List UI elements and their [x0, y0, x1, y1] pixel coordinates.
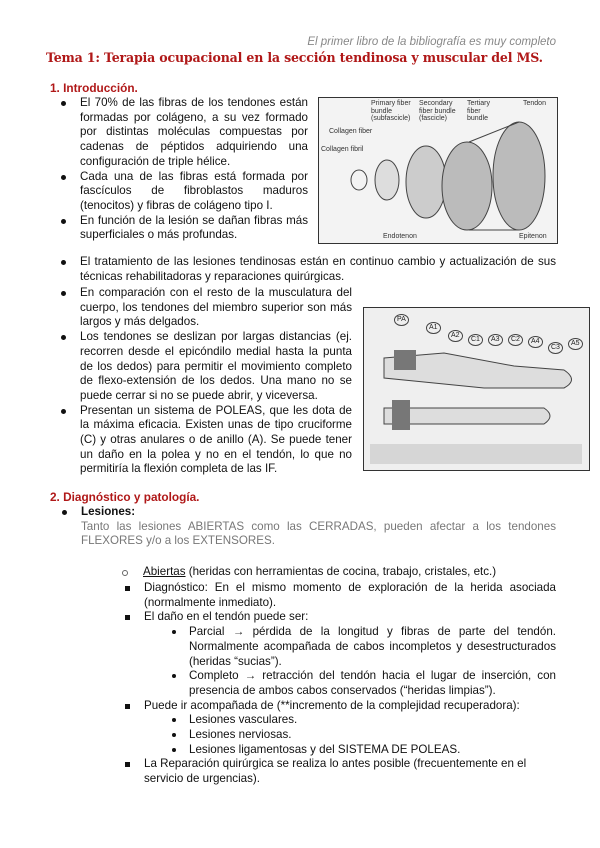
page-header: El primer libro de la bibliografía es muy completo: [307, 36, 556, 48]
list-item: En comparación con el resto de la musculatura del cuerpo, los tendones del miembro superior son más largos y más delgados.: [80, 286, 352, 329]
abiertas-text: (heridas con herramientas de cocina, trabajo, cristales, etc.): [185, 565, 497, 578]
abiertas-label: Abiertas: [143, 565, 186, 578]
list-item: Presentan un sistema de POLEAS, que les dota de la máxima eficacia. Existen unas de tipo cruciforme (C) y otras anulares o de anillo (A). Se puede tener un daño en la polea y no en el tendón, lo que no permitiría la flexión completa de las IF.: [80, 403, 352, 476]
list-item: Cada una de las fibras está formada por fascículos de fibroblastos maduros (tenocitos) y fibras de colágeno tipo I.: [80, 169, 308, 212]
pulley-label: A2: [448, 330, 463, 342]
list-item: Los tendones se deslizan por largas distancias (ej. recorren desde el epicóndilo medial hasta la punta de los dedos) para permitir el movimiento completo de flexo-extensión de los dedos. Una mano no se puede cerrar si no se puede abrir, y viceversa.: [80, 330, 352, 402]
asociadas-sublist: [189, 713, 556, 757]
figure-label: Collagen fiber: [329, 128, 373, 135]
list-item-abiertas: [143, 565, 556, 580]
figure-label: Epitenon: [519, 233, 553, 241]
pulley-label: A5: [568, 338, 583, 350]
list-item: Diagnóstico: En el mismo momento de exploración de la herida asociada (normalmente inmediato).: [144, 581, 556, 609]
intro-list-b: [80, 286, 352, 477]
figure-label: Tendon: [523, 100, 553, 108]
list-item: [144, 699, 556, 758]
dano-sublist: [189, 625, 556, 699]
section-heading-intro: 1. Introducción.: [50, 81, 138, 95]
pulley-label: C2: [508, 334, 523, 346]
pulley-system-figure: [363, 307, 590, 471]
pulley-label: C3: [548, 342, 563, 354]
pulley-system-drawing: [364, 308, 589, 470]
list-item: Lesiones nerviosas.: [189, 728, 556, 743]
list-item: Parcial → pérdida de la longitud y fibras de parte del tendón. Normalmente acompañada de cabos incompletos y desestructurados (heridas “sucias”).: [189, 625, 556, 668]
list-item: Completo → retracción del tendón hacia el lugar de inserción, con presencia de ambos cabos conservados (“heridas limpias”).: [189, 669, 556, 697]
abiertas-list: [143, 565, 556, 580]
list-item: [144, 610, 556, 698]
intro-list-a: [80, 96, 308, 243]
page-title: Tema 1: Terapia ocupacional en la sección tendinosa y muscular del MS.: [46, 50, 543, 65]
figure-label: Collagen fibril: [321, 146, 364, 153]
diagnosis-list: [81, 505, 556, 549]
list-item: El 70% de las fibras de los tendones están formadas por colágeno, a su vez formado por distintas moléculas compuestas por cadenas de péptidos adquiriendo una configuración de triple hélice.: [80, 96, 308, 168]
intro-list-full: [80, 255, 556, 284]
pulley-label: A4: [528, 336, 543, 348]
pulley-label: A1: [426, 322, 441, 334]
tendon-structure-figure: [318, 97, 558, 244]
pulley-label: C1: [468, 334, 483, 346]
figure-label: Primary fiber bundle (subfascicle): [371, 100, 413, 123]
pulley-label: PA: [394, 314, 409, 326]
acompanada-text: Puede ir acompañada de (**incremento de la complejidad recuperadora):: [144, 698, 520, 712]
dano-text: El daño en el tendón puede ser:: [144, 610, 309, 624]
list-item: En función de la lesión se dañan fibras más superficiales o más profundas.: [80, 213, 308, 242]
list-item: La Reparación quirúrgica se realiza lo antes posible (frecuentemente en el servicio de urgencias).: [144, 757, 556, 786]
figure-label: Tertiary fiber bundle: [467, 100, 501, 123]
section-heading-diagnosis: 2. Diagnóstico y patología.: [50, 490, 200, 504]
figure-label: Secondary fiber bundle (fascicle): [419, 100, 459, 123]
list-item: Lesiones vasculares.: [189, 713, 556, 728]
abiertas-sublist: [144, 581, 556, 787]
list-item: El tratamiento de las lesiones tendinosas están en continuo cambio y actualización de sus técnicas rehabilitadoras y reparaciones quirúrgicas.: [80, 255, 556, 283]
list-item: Lesiones ligamentosas y del SISTEMA DE POLEAS.: [189, 743, 556, 758]
lesiones-text: Tanto las lesiones ABIERTAS como las CERRADAS, pueden afectar a los tendones FLEXORES y/o a los EXTENSORES.: [81, 519, 556, 548]
lesiones-label: Lesiones:: [81, 505, 136, 518]
figure-label: Endotenon: [383, 233, 423, 241]
pulley-label: A3: [488, 334, 503, 346]
list-item-lesiones: [81, 505, 556, 549]
